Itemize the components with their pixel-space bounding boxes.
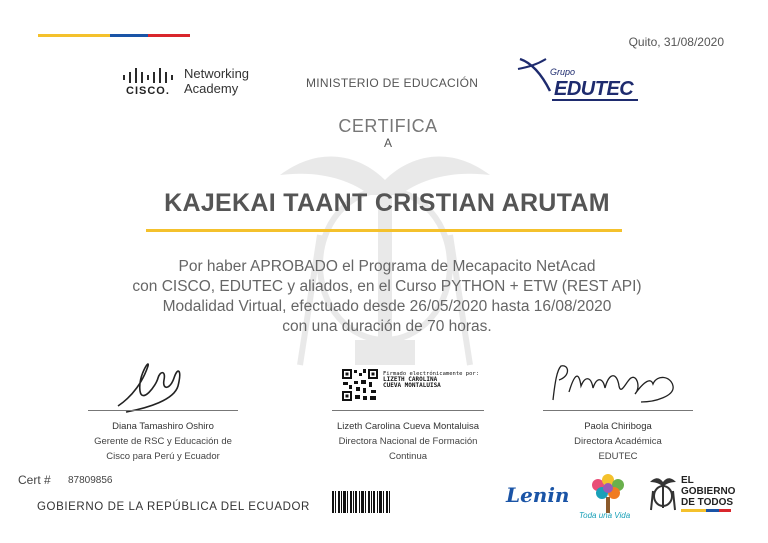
signer-name: Paola Chiriboga xyxy=(584,421,652,432)
networking-text: Networking xyxy=(184,66,250,81)
gob-todos-line: EL xyxy=(681,475,694,486)
cisco-networking-academy-logo xyxy=(122,66,262,102)
qr-code-icon xyxy=(341,368,379,402)
signer-role: EDUTEC xyxy=(598,451,638,462)
signer-role: Gerente de RSC y Educación de xyxy=(94,436,232,447)
networking-academy-text xyxy=(184,66,249,96)
digital-signature-text xyxy=(383,371,479,389)
signature-line xyxy=(543,410,693,411)
signer-role: Cisco para Perú y Ecuador xyxy=(106,451,220,462)
recipient-name: KAJEKAI TAANT CRISTIAN ARUTAM xyxy=(164,189,610,217)
signer-role: Directora Académica xyxy=(574,436,662,447)
gob-todos-line: DE TODOS xyxy=(681,497,734,508)
certificate-body xyxy=(0,257,768,337)
cisco-bars-icon xyxy=(122,68,174,84)
ecuador-coat-of-arms-watermark xyxy=(260,135,510,375)
body-line: Modalidad Virtual, efectuado desde 26/05/2020 hasta 16/08/2020 xyxy=(162,298,612,315)
flag-color-bar xyxy=(38,34,190,37)
gob-todos-line: GOBIERNO xyxy=(681,486,736,497)
gobierno-de-todos-text xyxy=(681,475,735,508)
gob-todos-flag-stripe xyxy=(681,509,731,512)
digital-sign-name1: LIZETH CAROLINA xyxy=(383,376,438,383)
signature-block-1 xyxy=(78,410,248,464)
signature-line xyxy=(332,410,484,411)
signature-block-2 xyxy=(318,410,498,464)
cisco-wordmark: CISCO. xyxy=(126,85,170,97)
edutec-wordmark: EDUTEC xyxy=(554,78,634,100)
issue-date: Quito, 31/08/2020 xyxy=(628,35,724,49)
signature-diana-tamashiro xyxy=(108,356,188,416)
certifica-heading: CERTIFICA xyxy=(338,116,438,136)
gobierno-de-todos-logo xyxy=(648,474,734,514)
gobierno-ecuador-text: GOBIERNO DE LA REPÚBLICA DEL ECUADOR xyxy=(37,501,310,513)
signer-name: Diana Tamashiro Oshiro xyxy=(112,421,214,432)
digital-sign-label: Firmado electrónicamente por: xyxy=(383,371,480,377)
signature-block-3 xyxy=(538,410,698,464)
certifica-a: A xyxy=(383,136,392,150)
signature-paola-chiriboga xyxy=(545,362,685,407)
body-line: Por haber APROBADO el Programa de Mecapacito NetAcad xyxy=(178,258,596,275)
body-line: con una duración de 70 horas. xyxy=(282,318,492,335)
ministerio-educacion-logo: MINISTERIO DE EDUCACIÓN xyxy=(306,76,479,90)
coat-of-arms-icon xyxy=(648,476,678,512)
signer-name: Lizeth Carolina Cueva Montaluisa xyxy=(336,421,480,432)
body-line: con CISCO, EDUTEC y aliados, en el Curso PYTHON + ETW (REST API) xyxy=(132,278,642,295)
cert-label: Cert # xyxy=(18,473,51,487)
barcode-icon xyxy=(332,491,390,513)
edutec-logo xyxy=(516,55,646,105)
signature-line xyxy=(88,410,238,411)
toda-una-vida-text: Toda una Vida xyxy=(579,511,631,520)
academy-text: Academy xyxy=(184,81,239,96)
recipient-underline xyxy=(146,229,622,232)
grupo-text: Grupo xyxy=(550,67,576,77)
signer-role: Continua xyxy=(388,451,428,462)
digital-sign-name2: CUEVA MONTALUISA xyxy=(383,382,441,389)
signer-role: Directora Nacional de Formación xyxy=(338,436,478,447)
cert-number: 87809856 xyxy=(68,475,113,486)
lenin-logo: Lenin xyxy=(506,483,570,507)
